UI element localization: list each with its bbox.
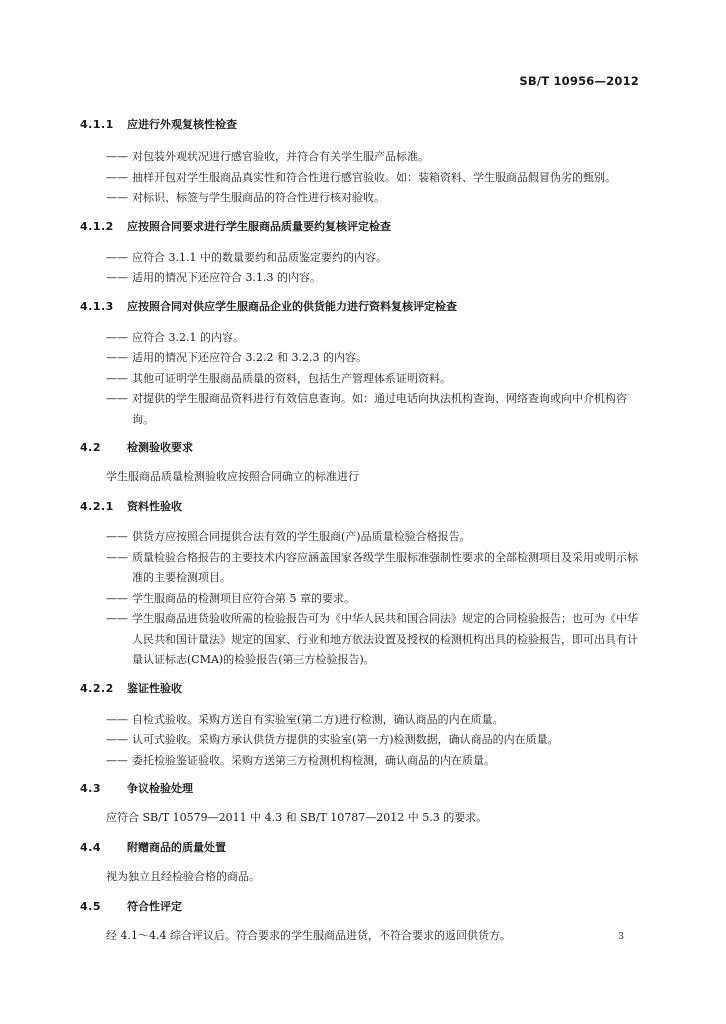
page-number: 3 xyxy=(618,932,624,942)
dash-marker: —— xyxy=(106,330,128,344)
heading-4-1-1 xyxy=(80,116,646,134)
section-number: 4.1.3 xyxy=(80,299,114,313)
section-number: 4.1.1 xyxy=(80,118,114,131)
list-item: —— 应符合 3.1.1 中的数量要约和品质鉴定要约的内容。 xyxy=(106,248,646,269)
list-4-2-2 xyxy=(106,710,646,772)
list-4-2-1 xyxy=(106,527,646,671)
list-item: —— 自检式验收。采购方送自有实验室(第二方)进行检测，确认商品的内在质量。 xyxy=(106,710,646,731)
section-title: 符合性评定 xyxy=(127,900,182,913)
list-item: —— 供货方应按照合同提供合法有效的学生服商(产)品质量检验合格报告。 xyxy=(106,527,646,548)
section-title: 争议检验处理 xyxy=(127,782,193,795)
list-4-1-1 xyxy=(106,147,646,209)
heading-4-5 xyxy=(80,898,646,916)
paragraph-4-2: 学生服商品质量检测验收应按照合同确立的标准进行 xyxy=(106,470,359,483)
dash-marker: —— xyxy=(106,191,128,204)
list-item: —— 对提供的学生服商品资料进行有效信息查询。如：通过电话向执法机构查询、网络查询或向中介机构咨询。 xyxy=(106,389,646,430)
section-title: 资料性验收 xyxy=(127,500,182,513)
section-title: 检测验收要求 xyxy=(127,441,193,454)
heading-4-4 xyxy=(80,839,646,857)
section-number: 4.5 xyxy=(80,900,101,913)
document-body xyxy=(80,116,646,946)
section-title: 附赠商品的质量处置 xyxy=(127,841,226,854)
section-number: 4.4 xyxy=(80,841,101,854)
dash-marker: —— xyxy=(106,271,128,284)
section-title: 应按照合同对供应学生服商品企业的供货能力进行资料复核评定检查 xyxy=(127,299,457,313)
heading-4-2-1 xyxy=(80,498,646,516)
dash-marker: —— xyxy=(106,170,128,184)
heading-4-1-2 xyxy=(80,218,646,236)
dash-marker: —— xyxy=(106,530,128,543)
list-item: —— 抽样开包对学生服商品真实性和符合性进行感官验收。如：装箱资料、学生服商品假冒伪劣的甄别。 xyxy=(106,168,646,189)
dash-marker: —— xyxy=(106,371,128,385)
section-number: 4.2 xyxy=(80,441,101,454)
section-number: 4.1.2 xyxy=(80,219,114,233)
dash-marker: —— xyxy=(106,712,128,726)
list-item: —— 认可式验收。采购方承认供货方提供的实验室(第一方)检测数据，确认商品的内在质量。 xyxy=(106,730,646,751)
list-4-1-3 xyxy=(106,328,646,431)
list-item: —— 质量检验合格报告的主要技术内容应涵盖国家各级学生服标准强制性要求的全部检测项目及采用或明示标准的主要检测项目。 xyxy=(106,548,646,589)
list-item: —— 适用的情况下还应符合 3.1.3 的内容。 xyxy=(106,268,646,289)
section-number: 4.2.2 xyxy=(80,681,114,695)
list-item: —— 对包装外观状况进行感官验收，并符合有关学生服产品标准。 xyxy=(106,147,646,168)
heading-4-1-3 xyxy=(80,298,646,316)
dash-marker: —— xyxy=(106,150,128,163)
list-4-1-2 xyxy=(106,248,646,289)
list-item: —— 对标识、标签与学生服商品的符合性进行核对验收。 xyxy=(106,188,646,209)
heading-4-3 xyxy=(80,780,646,798)
dash-marker: —— xyxy=(106,250,128,264)
paragraph-4-4: 视为独立且经检验合格的商品。 xyxy=(106,870,260,883)
list-item: —— 其他可证明学生服商品质量的资料，包括生产管理体系证明资料。 xyxy=(106,369,646,390)
section-title: 鉴证性验收 xyxy=(127,681,182,695)
section-number: 4.3 xyxy=(80,782,101,795)
heading-4-2-2 xyxy=(80,680,646,698)
dash-marker: —— xyxy=(106,753,128,767)
dash-marker: —— xyxy=(106,591,128,605)
section-title: 应进行外观复核性检查 xyxy=(127,118,237,131)
dash-marker: —— xyxy=(106,733,128,746)
section-number: 4.2.1 xyxy=(80,500,114,513)
list-item: —— 委托检验鉴证验收。采购方送第三方检测机构检测，确认商品的内在质量。 xyxy=(106,751,646,772)
list-item: —— 应符合 3.2.1 的内容。 xyxy=(106,328,646,349)
list-item: —— 适用的情况下还应符合 3.2.2 和 3.2.3 的内容。 xyxy=(106,348,646,369)
paragraph-4-3: 应符合 SB/T 10579—2011 中 4.3 和 SB/T 10787—2012 中 5.3 的要求。 xyxy=(106,811,488,824)
section-title: 应按照合同要求进行学生服商品质量要约复核评定检查 xyxy=(127,219,391,233)
paragraph-4-5: 经 4.1～4.4 综合评议后。符合要求的学生服商品进货，不符合要求的返回供货方。 xyxy=(106,929,511,942)
dash-marker: —— xyxy=(106,550,128,564)
dash-marker: —— xyxy=(106,392,128,405)
dash-marker: —— xyxy=(106,612,128,625)
document-header-code: SB/T 10956—2012 xyxy=(519,74,639,88)
heading-4-2 xyxy=(80,439,646,457)
dash-marker: —— xyxy=(106,351,128,364)
list-item: —— 学生服商品进货验收所需的检验报告可为《中华人民共和国合同法》规定的合同检验报告；也可为《中华人民共和国计量法》规定的国家、行业和地方依法设置及授权的检测机构出具的检验报告，即可出具有计量认证标志(CMA)的检验报告(第三方检验报告)。 xyxy=(106,609,646,671)
list-item: —— 学生服商品的检测项目应符合第 5 章的要求。 xyxy=(106,589,646,610)
